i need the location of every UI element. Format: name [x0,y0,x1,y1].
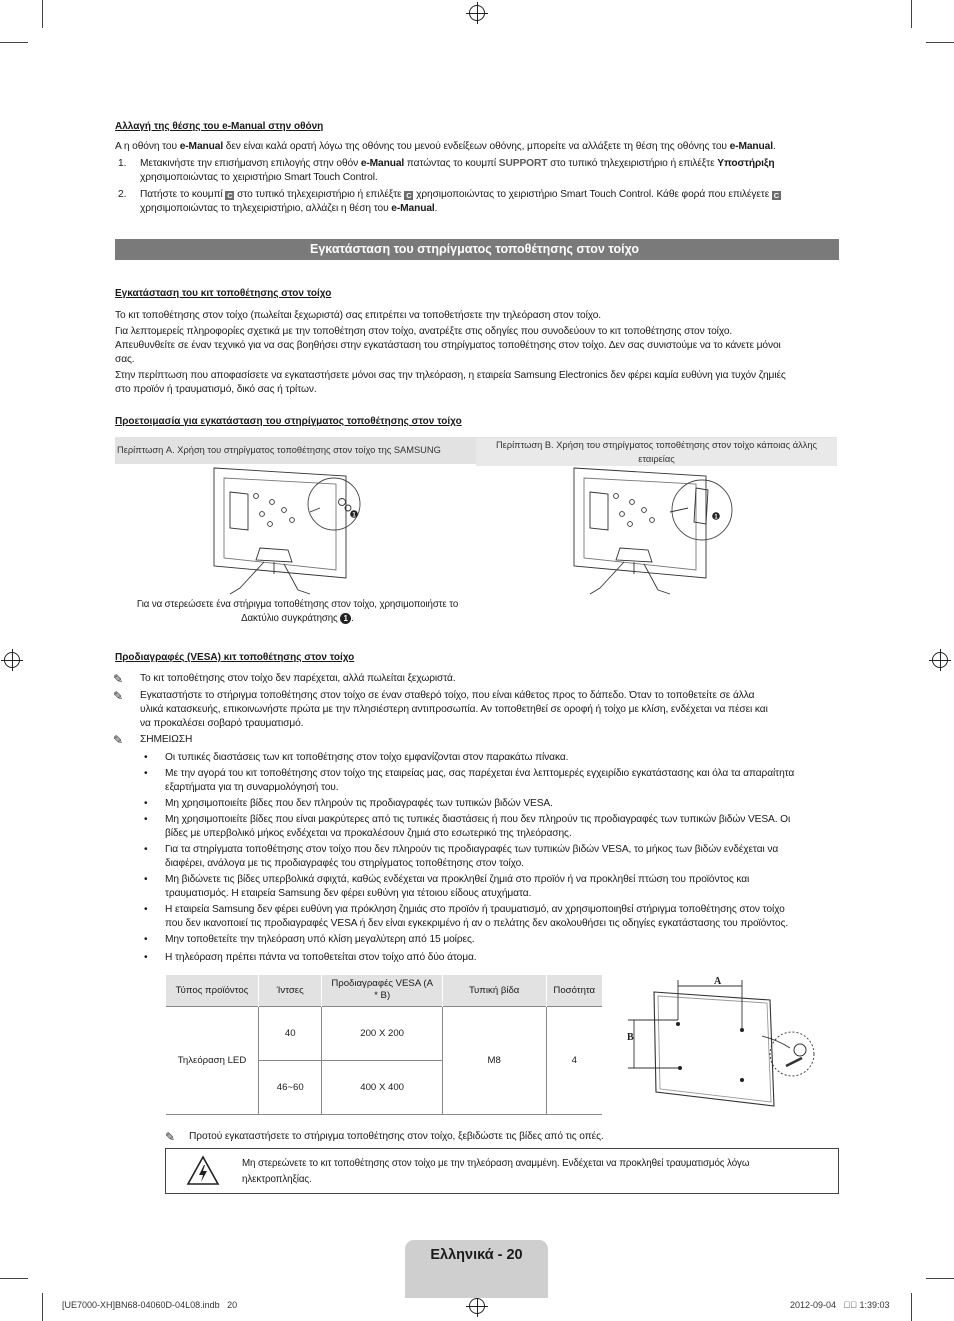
tv-wall-mount-illustration-b [560,466,760,602]
vesa-dimension-illustration [622,970,832,1112]
tv-wall-mount-illustration-a [200,466,400,602]
list-item: • Η εταιρεία Samsung δεν φέρει ευθύνη για πρόκληση ζημιάς στο προϊόν ή τραυματισμό, αν χρησιμοποιηθεί στήριγμα τοποθέτησης στον τοίχο που δεν ικανοποιεί τις προδιαγραφές VESA ή δεν είναι εγκεκριμένο ή αν ο πελάτης δεν ακολουθήσει τις οδηγίες εγκατάστασης του προϊόντος. [144,904,789,929]
c-key-icon: C [227,191,233,200]
list-item: • Μη βιδώνετε τις βίδες υπερβολικά σφιχτά, καθώς ενδέχεται να προκληθεί ζημιά στο προϊόν ή να προκληθεί πτώση του προϊόντος και τραυματισμός. Η εταιρεία Samsung δεν φέρει ευθύνη για τέτοιου είδους ατυχήματα. [144,874,750,899]
list-item: • Για τα στηρίγματα τοποθέτησης στον τοίχο που δεν πληρούν τις προδιαγραφές των τυπικών βιδών VESA, το μήκος των βιδών ενδέχεται να διαφέρει, ανάλογα με τις προδιαγραφές του στηρίγματος τοποθέτησης στον τοίχο. [144,844,779,869]
dimension-a-label: A [714,976,722,987]
emanual-step-1: Μετακινήστε την επισήμανση επιλογής στην οθόν e-Manual πατώντας το κουμπί SUPPORT στο τυπικό τηλεχειριστήριο ή επιλέξτε Υποστήριξη χρησιμοποιώντας το χειριστήριο Smart Touch Control. [140,158,775,183]
table-header: Ίντσες [259,975,322,1006]
page-number-tab [405,1240,548,1298]
final-note: ✎ Προτού εγκαταστήσετε το στήριγμα τοποθέτησης στον τοίχο, ξεβιδώστε τις βίδες από τις οπές. [165,1130,604,1144]
table-cell: 400 X 400 [322,1060,442,1114]
vesa-bullet-list [144,751,841,965]
list-item: • Οι τυπικές διαστάσεις των κιτ τοποθέτησης στον τοίχο εμφανίζονται στον παρακάτω πίνακα. [144,752,569,763]
prep-heading: Προετοιμασία για εγκατάσταση του στηρίγματος τοποθέτησης στον τοίχο [115,416,462,427]
c-key-icon: C [406,191,412,200]
dimension-b-label: B [627,1032,634,1043]
table-cell: 4 [546,1006,602,1114]
registration-mark-bottom [469,1298,485,1314]
case-a-label: Περίπτωση A. Χρήση του στηρίγματος τοποθέτησης στον τοίχο της SAMSUNG [117,445,441,455]
note-pencil-icon: ✎ [165,1130,175,1144]
electric-shock-warning-icon [186,1154,220,1188]
vesa-spec-table [166,975,602,1115]
registration-mark-top [469,5,485,21]
note-pencil-icon: ✎ [113,733,123,747]
emanual-step-2: Πατήστε το κουμπί C στο τυπικό τηλεχειριστήριο ή επιλέξτε C χρησιμοποιώντας το χειριστήριο Smart Touch Control. Κάθε φορά που επιλέγετε C χρησιμοποιώντας το τηλεχειριστήριο, αλλάζει η θέση του e-Manual. [140,189,780,214]
table-header: Τύπος προϊόντος [166,975,259,1006]
footer-file-info: [UE7000-XH]BN68-04060D-04L08.indb 20 [62,1300,238,1310]
warning-text: Μη στερεώνετε το κιτ τοποθέτησης στον τοίχο με την τηλεόραση αναμμένη. Ενδέχεται να προκληθεί τραυματισμός λόγω ηλεκτροπληξίας. [242,1158,750,1185]
case-header-row [115,437,837,464]
vesa-heading: Προδιαγραφές (VESA) κιτ τοποθέτησης στον τοίχο [115,652,355,663]
list-item: • Μη χρησιμοποιείτε βίδες που δεν πληρούν τις προδιαγραφές των τυπικών βιδών VESA. [144,798,553,809]
note-pencil-icon: ✎ [113,689,123,703]
list-item: • Με την αγορά του κιτ τοποθέτησης στον τοίχο της εταιρείας μας, σας παρέχεται ένα λεπτομερές εγχειρίδιο εγκατάστασης και όλα τα απαραίτητα εξαρτήματα για τη συναρμολόγησή του. [144,768,795,793]
table-cell: Τηλεόραση LED [166,1006,259,1114]
table-header: Τυπική βίδα [442,975,546,1006]
kit-text: Το κιτ τοποθέτησης στον τοίχο (πωλείται ξεχωριστά) σας επιτρέπει να τοποθετήσετε την τηλεόραση στον τοίχο. Για λεπτομερείς πληροφορίες σχετικά με την τοποθέτηση στον τοίχο, ανατρέξτε στις οδηγίες που συνοδεύουν το κιτ τοποθέτησης στον τοίχο. Απευθυνθείτε σε έναν τεχνικό για να σας βοηθήσει στην εγκατάσταση του στηρίγματος τοποθέτησης στον τοίχο. Δεν σας συνιστούμε να το κάνετε μόνοι σας. Στην περίπτωση που αποφασίσετε να εγκαταστήσετε μόνοι σας την τηλεόραση, η εταιρεία Samsung Electronics δεν φέρει καμία ευθύνη για τυχόν ζημιές στο προϊόν ή τραυματισμό, δικό σας ή τρίτων. [115,310,786,395]
table-cell: M8 [442,1006,546,1114]
table-cell: 40 [259,1006,322,1060]
registration-mark-left [4,652,20,668]
c-key-icon: C [773,191,780,200]
note-pencil-icon: ✎ [113,672,123,686]
emanual-intro: Α η οθόνη του e-Manual δεν είναι καλά ορατή λόγω της οθόνης του μενού ενδείξεων οθόνης, μπορείτε να αλλάξετε τη θέση της οθόνης του e-Manual. [115,141,776,152]
emanual-step-1-number: 1. [118,158,127,169]
page-number: Ελληνικά - 20 [430,1247,523,1263]
table-cell: 46~60 [259,1060,322,1114]
table-cell: 200 X 200 [322,1006,442,1060]
warning-box [165,1148,839,1194]
list-item: • Η τηλεόραση πρέπει πάντα να τοποθετείται στον τοίχο από δύο άτομα. [144,952,477,963]
callout-1: 1 [714,514,718,521]
case-b-label: Περίπτωση B. Χρήση του στηρίγματος τοποθέτησης στον τοίχο κάποιας άλλης εταιρείας [476,438,837,466]
table-header: Ποσότητα [553,984,596,996]
registration-mark-right [932,652,948,668]
section-title-band: Εγκατάσταση του στηρίγματος τοποθέτησης στον τοίχο [115,239,839,260]
list-item: • Μην τοποθετείτε την τηλεόραση υπό κλίση μεγαλύτερη από 15 μοίρες. [144,934,475,945]
emanual-step-2-number: 2. [118,189,127,200]
callout-1: 1 [352,512,356,519]
vesa-notes: ✎ Το κιτ τοποθέτησης στον τοίχο δεν παρέχεται, αλλά πωλείται ξεχωριστά. ✎ Εγκαταστήστε το στήριγμα τοποθέτησης στον τοίχο σε έναν σταθερό τοίχο, που είναι κάθετος προς το δάπεδο. Όταν το τοποθετείτε σε άλλα υλικά κατασκευής, επικοινωνήστε πρώτα με την πλησιέστερη αντιπροσωπία. Αν τοποθετηθεί σε οροφή ή τοίχο με κλίση, ενδέχεται να πέσει και να προκαλέσει σοβαρό τραυματισμό. ✎ ΣΗΜΕΙΩΣΗ [113,672,768,747]
emanual-heading: Αλλαγή της θέσης του e-Manual στην οθόνη [115,121,324,132]
callout-1: 1 [340,613,351,624]
list-item: • Μη χρησιμοποιείτε βίδες που είναι μακρύτερες από τις τυπικές διαστάσεις ή που δεν πληρούν τις προδιαγραφές των τυπικών βιδών VESA. Οι βίδες με υπερβολικό μήκος ενδέχεται να προκαλέσουν ζημιά στο εσωτερικό της τηλεόρασης. [144,814,791,839]
footer-date: 2012-09-04 ￿￿ 1:39:03 [790,1300,890,1310]
kit-heading: Εγκατάσταση του κιτ τοποθέτησης στον τοίχο [115,288,332,299]
illustration-caption: Για να στερεώσετε ένα στήριγμα τοποθέτησης στον τοίχο, χρησιμοποιήστε το Δακτύλιο συγκράτησης 1 . [136,599,459,624]
table-header: Προδιαγραφές VESA (A * B) [322,975,442,1006]
